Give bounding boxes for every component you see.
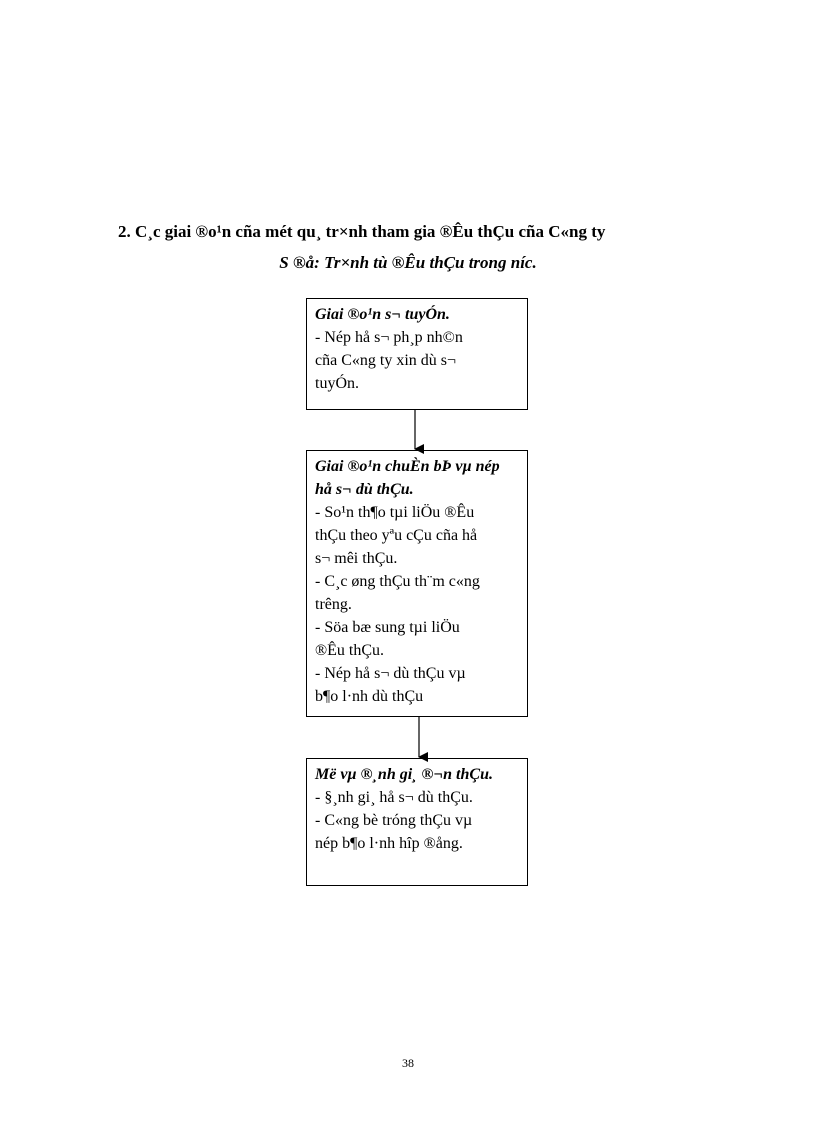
section-heading: 2. C¸c giai ®o¹n cña mét qu¸ tr×nh tham gia ®Êu thÇu cña C«ng ty: [118, 222, 606, 241]
page-number: 38: [402, 1056, 414, 1070]
flow-step-title: Giai ®o¹n chuÈn bÞ vµ nép hå s¬ dù thÇu.: [315, 458, 500, 498]
flow-step-line: - Nép hå s¬ ph¸p nh©n: [315, 329, 463, 346]
flow-step-line: - C«ng bè tróng thÇu vµ: [315, 812, 473, 829]
flow-step-line: ®Êu thÇu.: [315, 642, 385, 659]
flow-step-line: thÇu theo yªu cÇu cña hå: [315, 527, 478, 544]
flow-step-line: - Nép hå s¬ dù thÇu vµ: [315, 665, 466, 682]
flow-step-line: nép b¶o l·nh hîp ®ång.: [315, 835, 463, 852]
flow-step-line: - §¸nh gi¸ hå s¬ dù thÇu.: [315, 789, 473, 806]
flow-step-title: Giai ®o¹n s¬ tuyÓn.: [315, 306, 450, 323]
flow-step-line: - C¸c øng thÇu th¨m c«ng: [315, 573, 480, 590]
diagram-caption: S ®å: Tr×nh tù ®Êu thÇu trong níc.: [279, 253, 537, 272]
flow-step-line: - So¹n th¶o tµi liÖu ®Êu: [315, 504, 475, 521]
flow-step-line: b¶o l·nh dù thÇu: [315, 688, 424, 705]
flow-step-line: s¬ mêi thÇu.: [315, 550, 398, 567]
flow-step-line: - Söa bæ sung tµi liÖu: [315, 619, 460, 636]
flow-step-line: cña C«ng ty xin dù s¬: [315, 352, 457, 369]
flow-step-line: trêng.: [315, 596, 352, 613]
flow-step-line: tuyÓn.: [315, 375, 359, 392]
flow-step-title: Më vµ ®¸nh gi¸ ®¬n thÇu.: [315, 766, 493, 783]
